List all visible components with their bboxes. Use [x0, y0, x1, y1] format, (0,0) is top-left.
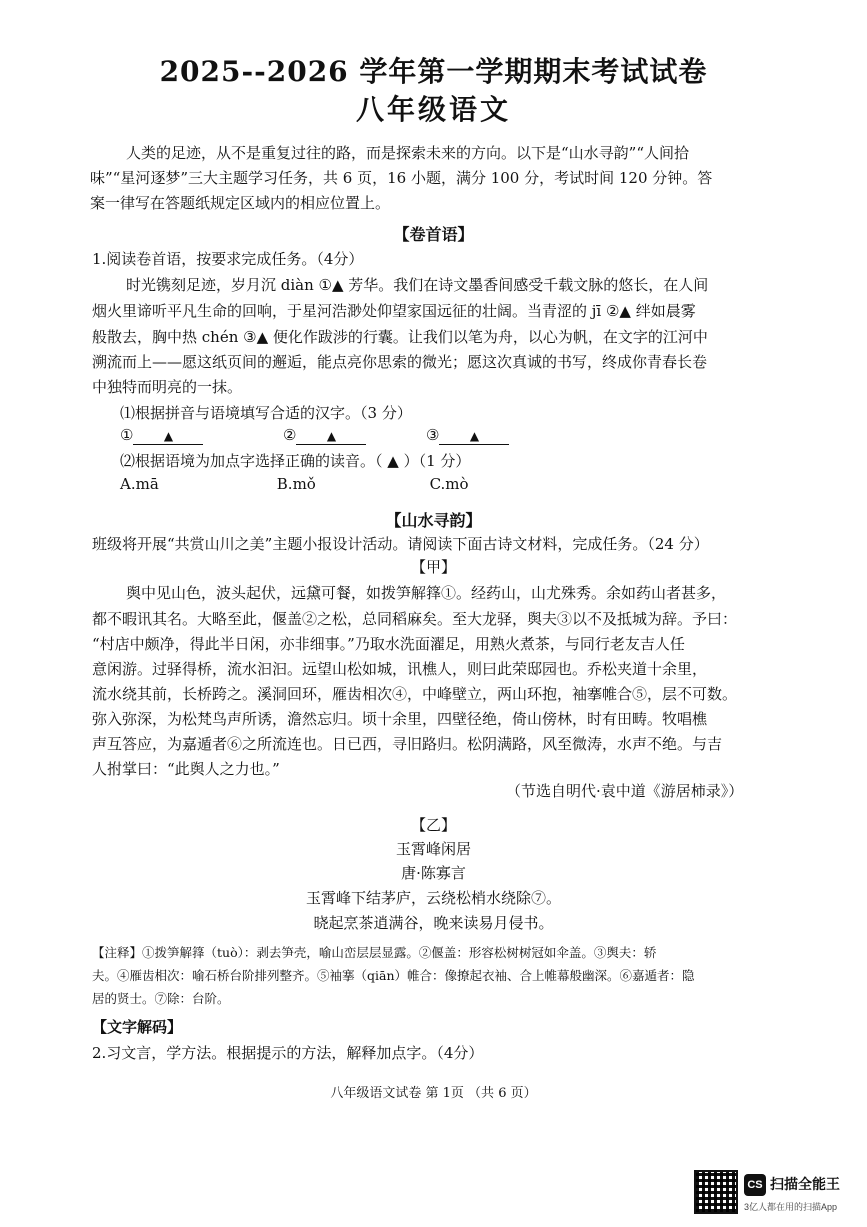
poem-line: 玉霄峰下结茅庐，云绕松梢水绕除⑦。 — [305, 889, 561, 907]
camscanner-logo: CS — [744, 1174, 766, 1196]
option-c[interactable]: C.mò — [429, 475, 469, 493]
blank-label: ① — [120, 426, 134, 444]
triangle-icon: ▲ — [469, 429, 480, 443]
yi-label: 【乙】 — [410, 816, 456, 834]
answer-blank[interactable] — [133, 426, 203, 445]
triangle-icon: ▲ — [163, 429, 174, 443]
jia-line: 流水绕其前，长桥跨之。溪洞回环，雁齿相次④，中峰壁立，两山环抱，袖搴帷合⑤，层不可数。 — [92, 685, 738, 703]
note-line: 夫。④雁齿相次：喻石桥台阶排列整齐。⑤袖搴（qiān）帷合：像撩起衣袖、合上帷幕般幽深。⑥嘉遁者：隐 — [92, 968, 695, 983]
q1-sub1: ⑴根据拼音与语境填写合适的汉字。（3 分） — [120, 404, 412, 422]
section-heading-decode: 【文字解码】 — [92, 1018, 183, 1036]
jia-line: 舆中见山色，波头起伏，远黛可餐，如拨笋解箨①。经药山，山尤殊秀。余如药山者甚多， — [126, 584, 727, 602]
jia-label: 【甲】 — [410, 558, 456, 576]
note-line: 【注释】①拨笋解箨（tuò）：剥去笋壳，喻山峦层层显露。②偃盖：形容松树树冠如伞盖。③舆夫：轿 — [92, 945, 657, 960]
passage-line: 般散去，胸中热 chén ③▲ 便化作跋涉的行囊。让我们以笔为舟，以心为帆，在文字的江河中 — [92, 328, 708, 346]
poem-line: 晓起烹茶逍满谷，晚来读易月侵书。 — [313, 914, 554, 932]
section-heading-landscape: 【山水寻韵】 — [385, 511, 482, 530]
exam-title: 2025--2026 学年第一学期期末考试试卷 — [159, 55, 708, 88]
note-line: 居的贤士。⑦除：台阶。 — [92, 991, 230, 1006]
task-line: 班级将开展“共赏山川之美”主题小报设计活动。请阅读下面古诗文材料，完成任务。（24 分） — [92, 535, 709, 553]
passage-line: 中独特而明亮的一抹。 — [92, 378, 243, 396]
watermark-tagline: 3亿人都在用的扫描App — [744, 1202, 838, 1212]
q1-sub2: ⑵根据语境为加点字选择正确的读音。（ ▲ ）（1 分） — [120, 452, 471, 470]
q2-title: 2.习文言，学方法。根据提示的方法，解释加点字。（4分） — [92, 1044, 484, 1062]
triangle-icon: ▲ — [326, 429, 337, 443]
answer-blank[interactable] — [439, 426, 509, 445]
blank-row — [120, 426, 509, 445]
options-row — [120, 475, 469, 493]
qr-code-icon — [694, 1170, 738, 1214]
poem-author: 唐·陈寡言 — [401, 864, 466, 882]
jia-line: 人拊掌曰：“此舆人之力也。” — [92, 760, 280, 778]
intro-line: 味”“星河逐梦”三大主题学习任务，共 6 页，16 小题，满分 100 分，考试时间 120 分钟。答 — [90, 169, 713, 187]
passage-line: 烟火里谛听平凡生命的回响，于星河浩渺处仰望家国远征的壮阔。当青涩的 jī ②▲ 绊如晨雾 — [92, 302, 696, 320]
jia-line: 意闲游。过驿得桥，流水汩汩。远望山松如城，讯樵人，则曰此荣邸园也。乔松夹道十余里， — [92, 660, 708, 678]
exam-subtitle: 八年级语文 — [355, 93, 511, 126]
poem-title: 玉霄峰闲居 — [395, 840, 471, 858]
blank-label: ③ — [426, 426, 440, 444]
passage-line: 时光镌刻足迹，岁月沉 diàn ①▲ 芳华。我们在诗文墨香间感受千载文脉的悠长，在人间 — [126, 276, 709, 294]
intro-line: 案一律写在答题纸规定区域内的相应位置上。 — [90, 194, 391, 212]
page-footer: 八年级语文试卷 第 1页 （共 6 页） — [330, 1086, 537, 1101]
blank-label: ② — [283, 426, 297, 444]
intro-line: 人类的足迹，从不是重复过往的路，而是探索未来的方向。以下是“山水寻韵”“人间拾 — [126, 144, 690, 162]
jia-line: 弥入弥深，为松梵鸟声所诱，澹然忘归。顷十余里，四壁径绝，倚山傍林，时有田畴。牧唱樵 — [92, 710, 708, 728]
answer-blank[interactable] — [296, 426, 366, 445]
section-heading-preface: 【卷首语】 — [393, 225, 474, 244]
jia-line: 都不暇讯其名。大略至此，偃盖②之松，总同稻麻矣。至大龙驿，舆夫③以不及抵城为辞。予曰： — [92, 610, 738, 628]
watermark-name: 扫描全能王 — [770, 1176, 840, 1192]
q1-title: 1.阅读卷首语，按要求完成任务。（4分） — [92, 250, 364, 268]
passage-line: 溯流而上——愿这纸页间的邂逅，能点亮你思索的微光；愿这次真诚的书写，终成你青春长卷 — [92, 353, 708, 371]
jia-line: 声互答应，为嘉遁者⑥之所流连也。日已西，寻旧路归。松阴满路，风至微涛，水声不绝。与吉 — [92, 735, 723, 753]
option-a[interactable]: A.mā — [120, 475, 159, 493]
jia-line: “村店中颇净，得此半日闲，亦非细事。”乃取水洗面濯足，用熟火煮茶，与同行老友吉人任 — [92, 635, 685, 653]
jia-source: （节选自明代·袁中道《游居柿录》） — [506, 782, 744, 800]
option-b[interactable]: B.mǒ — [276, 475, 316, 493]
